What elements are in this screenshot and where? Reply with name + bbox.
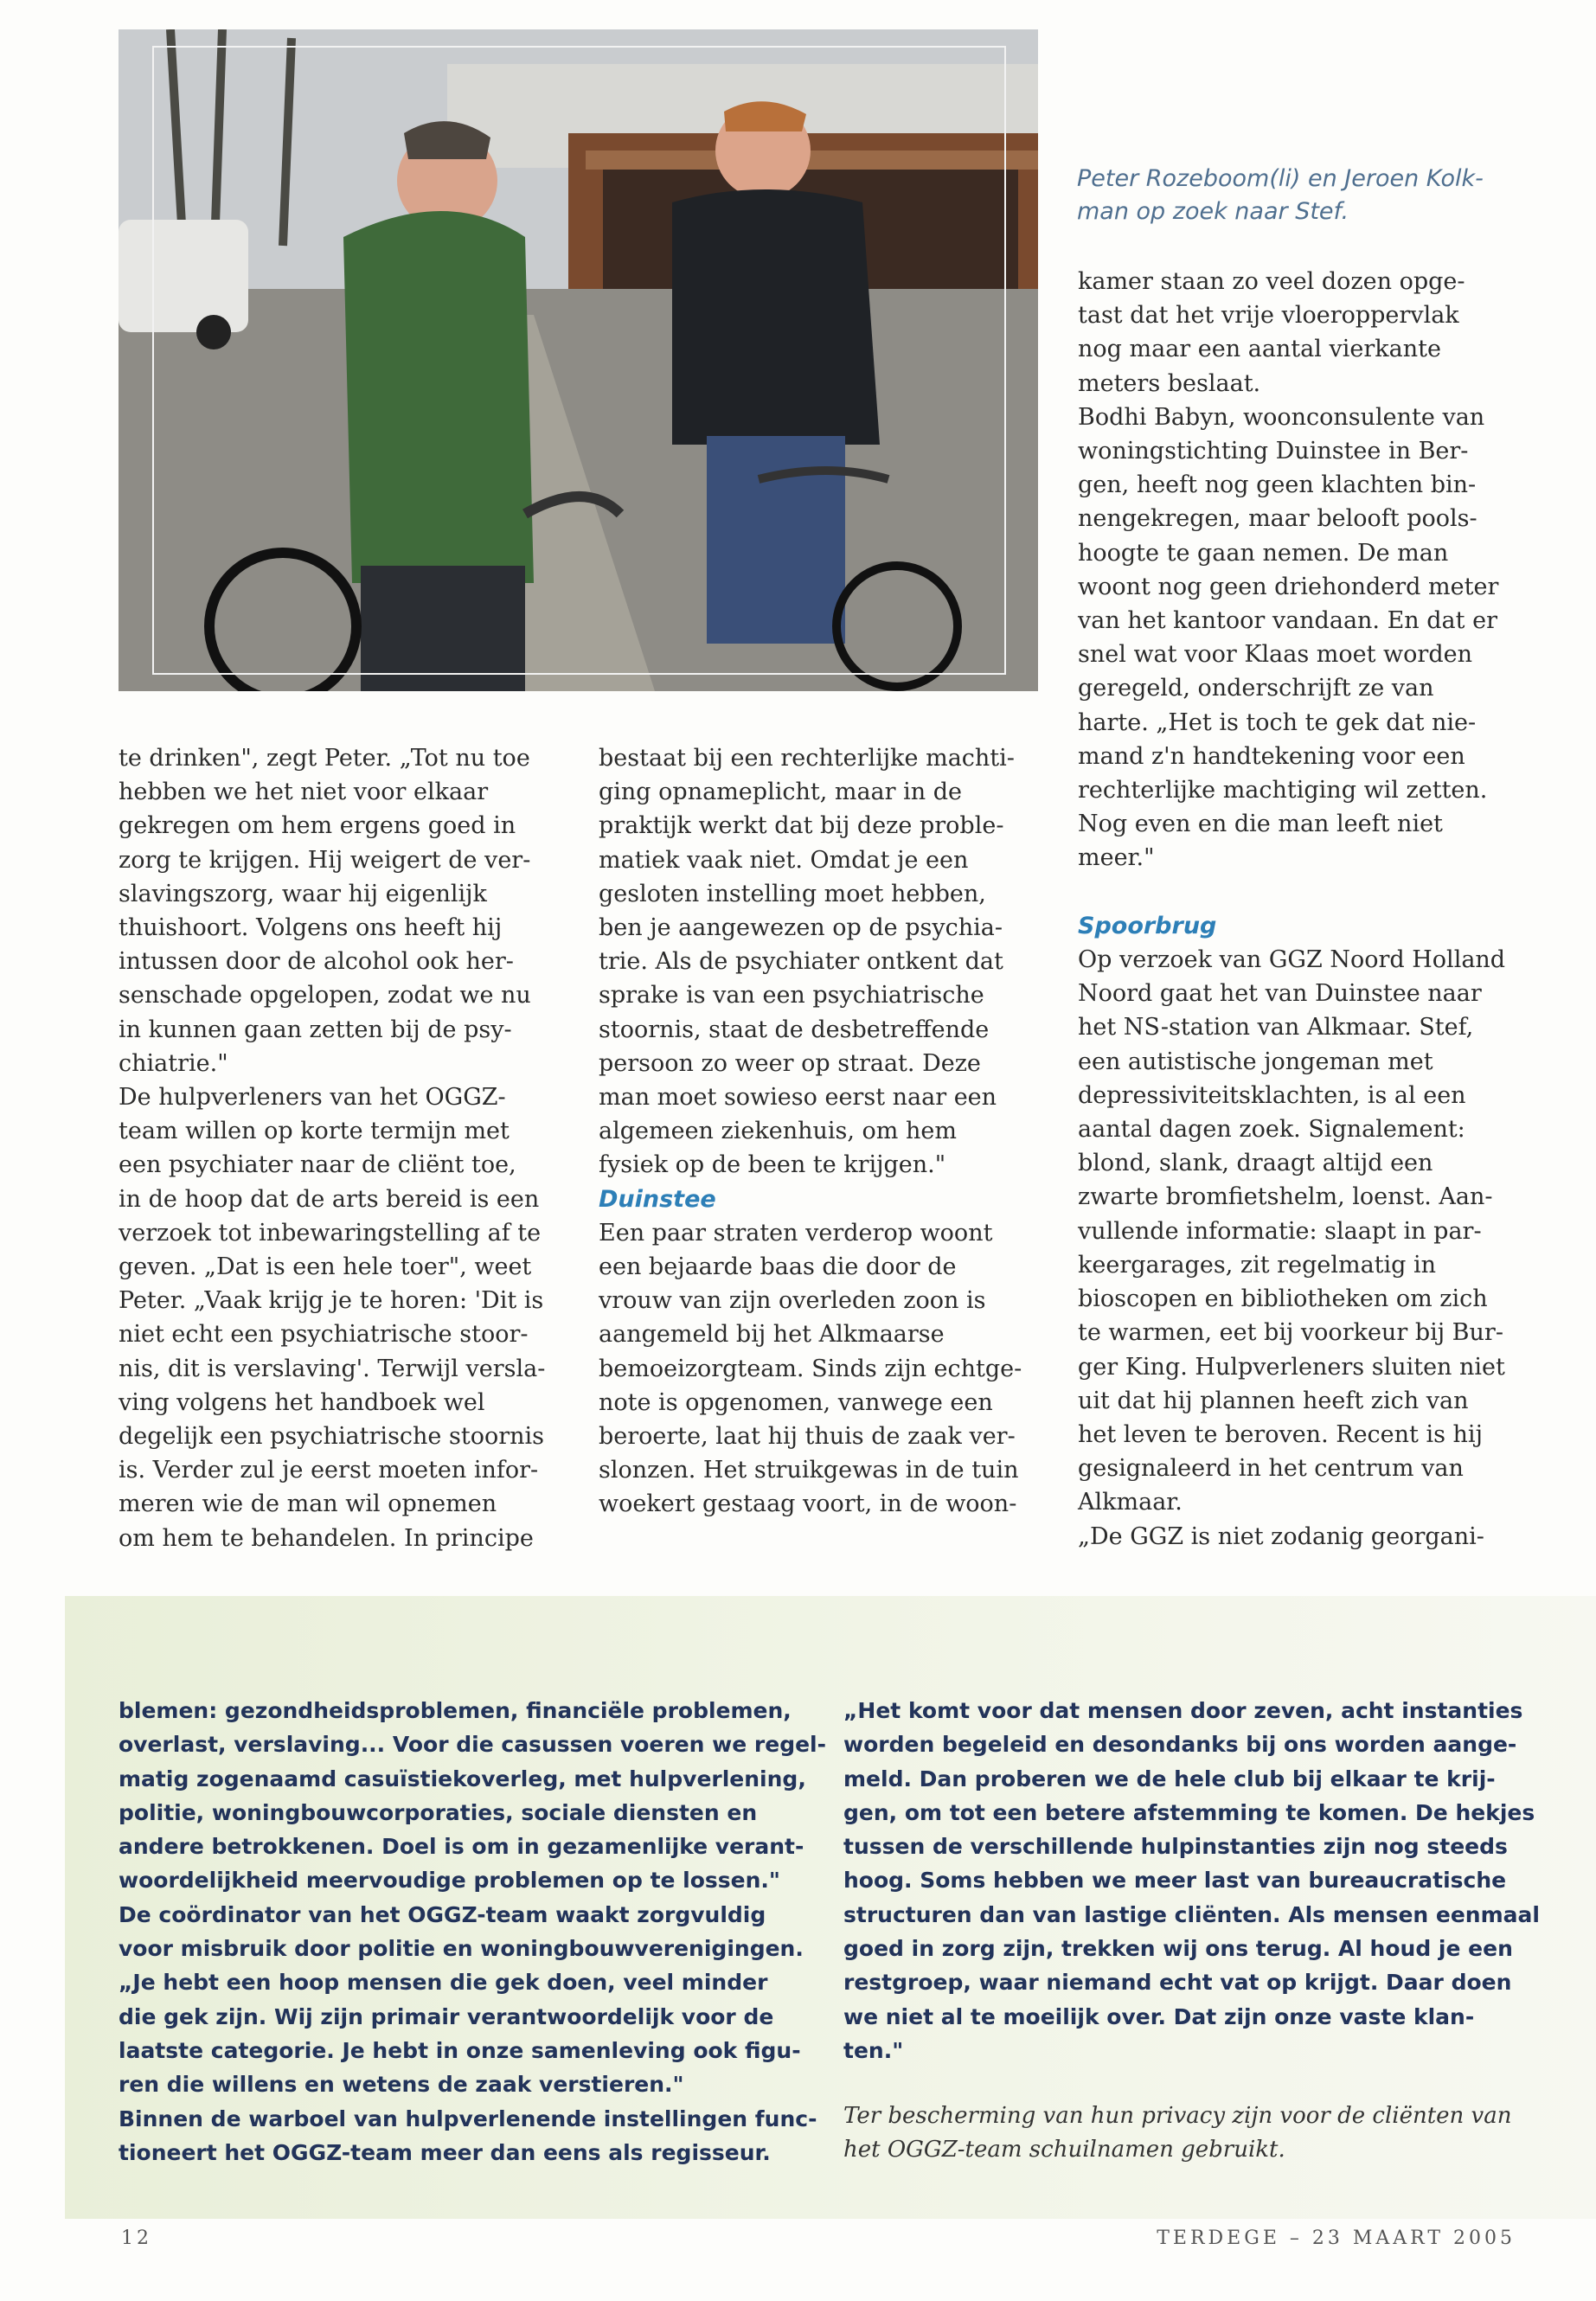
text-line: slonzen. Het struikgewas in de tuin: [599, 1457, 1019, 1484]
section-heading: Spoorbrug: [1078, 912, 1217, 939]
text-line: algemeen ziekenhuis, om hem: [599, 1118, 957, 1145]
text-line: het leven te beroven. Recent is hij: [1078, 1420, 1483, 1448]
text-line: Een paar straten verderop woont: [599, 1219, 993, 1247]
text-line: gekregen om hem ergens goed in: [119, 812, 516, 840]
text-line: gesignaleerd in het centrum van: [1078, 1455, 1464, 1483]
text-line: meer.": [1078, 844, 1155, 872]
text-line: blond, slank, draagt altijd een: [1078, 1150, 1433, 1177]
text-line: degelijk een psychiatrische stoornis: [119, 1423, 544, 1451]
text-line: Alkmaar.: [1078, 1489, 1183, 1516]
article-photo: [119, 29, 1038, 691]
text-line: tast dat het vrije vloeroppervlak: [1078, 302, 1459, 330]
box-line: De coördinator van het OGGZ-team waakt zorgvuldig: [119, 1901, 766, 1927]
text-line: meren wie de man wil opnemen: [119, 1490, 497, 1518]
text-line: Noord gaat het van Duinstee naar: [1078, 980, 1482, 1008]
text-line: intussen door de alcohol ook her-: [119, 948, 514, 976]
text-line: gen, heeft nog geen klachten bin-: [1078, 471, 1477, 499]
text-line: hoogte te gaan nemen. De man: [1078, 539, 1449, 567]
text-line: beroerte, laat hij thuis de zaak ver-: [599, 1423, 1016, 1451]
text-line: note is opgenomen, vanwege een: [599, 1388, 993, 1416]
box-line: structuren dan van lastige cliënten. Als mensen eenmaal: [843, 1901, 1540, 1927]
text-line: rechterlijke machtiging wil zetten.: [1078, 777, 1488, 804]
interview-box-right: [843, 1694, 1540, 2067]
text-line: ving volgens het handboek wel: [119, 1388, 485, 1416]
text-line: „De GGZ is niet zodanig georgani-: [1078, 1522, 1484, 1550]
text-line: nengekregen, maar belooft pools-: [1078, 505, 1477, 533]
section-heading: Duinstee: [599, 1185, 716, 1213]
privacy-line: Ter bescherming van hun privacy zijn voor de cliënten van: [843, 2103, 1512, 2129]
caption-line: man op zoek naar Stef.: [1077, 198, 1349, 225]
text-line: niet echt een psychiatrische stoor-: [119, 1321, 529, 1349]
text-line: uit dat hij plannen heeft zich van: [1078, 1387, 1469, 1414]
text-line: van het kantoor vandaan. En dat er: [1078, 607, 1497, 635]
privacy-line: het OGGZ-team schuilnamen gebruikt.: [843, 2137, 1285, 2163]
box-line: goed in zorg zijn, trekken wij ons terug. Al houd je een: [843, 1936, 1513, 1962]
text-line: ben je aangewezen op de psychia-: [599, 914, 1003, 942]
text-line: een psychiater naar de cliënt toe,: [119, 1151, 516, 1179]
text-line: fysiek op de been te krijgen.": [599, 1151, 946, 1179]
box-line: we niet al te moeilijk over. Dat zijn onze vaste klan-: [843, 2003, 1475, 2029]
text-line: hebben we het niet voor elkaar: [119, 779, 489, 806]
caption-line: Peter Rozeboom(li) en Jeroen Kolk-: [1077, 165, 1484, 192]
text-line: man moet sowieso eerst naar een: [599, 1084, 997, 1112]
text-line: Bodhi Babyn, woonconsulente van: [1078, 403, 1485, 431]
box-line: hoog. Soms hebben we meer last van bureaucratische: [843, 1868, 1507, 1894]
box-line: Binnen de warboel van hulpverlenende instellingen func-: [119, 2106, 817, 2131]
box-line: blemen: gezondheidsproblemen, financiële problemen,: [119, 1698, 792, 1723]
box-line: voor misbruik door politie en woningbouwverenigingen.: [119, 1936, 804, 1962]
text-line: te warmen, eet bij voorkeur bij Bur-: [1078, 1319, 1503, 1347]
text-line: ging opnameplicht, maar in de: [599, 779, 963, 806]
text-line: Peter. „Vaak krijg je te horen: 'Dit is: [119, 1287, 544, 1315]
text-line: in kunnen gaan zetten bij de psy-: [119, 1016, 512, 1043]
text-line: bemoeizorgteam. Sinds zijn echtge-: [599, 1355, 1022, 1382]
text-line: team willen op korte termijn met: [119, 1118, 510, 1145]
text-line: een autistische jongeman met: [1078, 1048, 1433, 1075]
text-line: een bejaarde baas die door de: [599, 1253, 957, 1281]
text-line: mand z'n handtekening voor een: [1078, 742, 1465, 770]
interview-box-left: [119, 1694, 826, 2170]
box-line: ren die willens en wetens de zaak verstieren.": [119, 2072, 684, 2098]
text-line: nis, dit is verslaving'. Terwijl versla-: [119, 1355, 546, 1382]
text-line: thuishoort. Volgens ons heeft hij: [119, 914, 503, 942]
box-line: politie, woningbouwcorporaties, sociale diensten en: [119, 1799, 758, 1825]
box-line: gen, om tot een betere afstemming te komen. De hekjes: [843, 1799, 1535, 1825]
text-line: in de hoop dat de arts bereid is een: [119, 1185, 540, 1213]
text-line: slavingszorg, waar hij eigenlijk: [119, 880, 487, 907]
text-line: woningstichting Duinstee in Ber-: [1078, 438, 1469, 465]
text-line: het NS-station van Alkmaar. Stef,: [1078, 1014, 1474, 1042]
box-line: meld. Dan proberen we de hele club bij elkaar te krij-: [843, 1766, 1496, 1791]
text-line: snel wat voor Klaas moet worden: [1078, 641, 1472, 669]
text-line: [1078, 875, 1505, 909]
article-column-2: [599, 741, 1022, 1522]
text-line: harte. „Het is toch te gek dat nie-: [1078, 708, 1477, 736]
box-line: overlast, verslaving... Voor die casussen voeren we regel-: [119, 1732, 827, 1758]
box-line: tussen de verschillende hulpinstanties zijn nog steeds: [843, 1834, 1508, 1860]
text-line: vrouw van zijn overleden zoon is: [599, 1287, 986, 1315]
text-line: zorg te krijgen. Hij weigert de ver-: [119, 846, 531, 874]
box-line: laatste categorie. Je hebt in onze samenleving ook figu-: [119, 2037, 801, 2063]
text-line: gesloten instelling moet hebben,: [599, 880, 986, 907]
text-line: aangemeld bij het Alkmaarse: [599, 1321, 945, 1349]
box-line: die gek zijn. Wij zijn primair verantwoordelijk voor de: [119, 2003, 774, 2029]
text-line: matiek vaak niet. Omdat je een: [599, 846, 969, 874]
text-line: praktijk werkt dat bij deze proble-: [599, 812, 1004, 840]
box-line: woordelijkheid meervoudige problemen op te lossen.": [119, 1868, 780, 1894]
text-line: chiatrie.": [119, 1049, 228, 1077]
page-number: 12: [121, 2227, 152, 2249]
text-line: De hulpverleners van het OGGZ-: [119, 1084, 506, 1112]
text-line: verzoek tot inbewaringstelling af te: [119, 1219, 542, 1247]
text-line: keergarages, zit regelmatig in: [1078, 1251, 1437, 1279]
photo-caption: [1077, 163, 1527, 228]
privacy-note: [843, 2099, 1511, 2167]
text-line: persoon zo weer op straat. Deze: [599, 1049, 981, 1077]
text-line: ger King. Hulpverleners sluiten niet: [1078, 1353, 1505, 1381]
text-line: is. Verder zul je eerst moeten infor-: [119, 1457, 539, 1484]
text-line: woekert gestaag voort, in de woon-: [599, 1490, 1017, 1518]
article-column-3: [1078, 265, 1505, 1554]
text-line: nog maar een aantal vierkante: [1078, 336, 1441, 363]
text-line: bioscopen en bibliotheken om zich: [1078, 1285, 1488, 1313]
text-line: sprake is van een psychiatrische: [599, 982, 984, 1009]
text-line: om hem te behandelen. In principe: [119, 1524, 534, 1552]
text-line: senschade opgelopen, zodat we nu: [119, 982, 531, 1009]
box-line: worden begeleid en desondanks bij ons worden aange-: [843, 1732, 1517, 1758]
text-line: woont nog geen driehonderd meter: [1078, 573, 1499, 600]
box-line: restgroep, waar niemand echt vat op krijgt. Daar doen: [843, 1970, 1512, 1996]
text-line: geven. „Dat is een hele toer", weet: [119, 1253, 532, 1281]
publication-footer: TERDEGE – 23 MAART 2005: [1157, 2227, 1516, 2249]
box-line: „Het komt voor dat mensen door zeven, acht instanties: [843, 1698, 1523, 1723]
text-line: aantal dagen zoek. Signalement:: [1078, 1116, 1465, 1144]
box-line: „Je hebt een hoop mensen die gek doen, veel minder: [119, 1970, 768, 1996]
text-line: geregeld, onderschrijft ze van: [1078, 675, 1434, 702]
text-line: depressiviteitsklachten, is al een: [1078, 1081, 1466, 1109]
text-line: te drinken", zegt Peter. „Tot nu toe: [119, 745, 530, 772]
box-line: ten.": [843, 2037, 904, 2063]
article-column-1: [119, 741, 545, 1555]
text-line: Op verzoek van GGZ Noord Holland: [1078, 946, 1506, 974]
text-line: meters beslaat.: [1078, 369, 1261, 397]
text-line: stoornis, staat de desbetreffende: [599, 1016, 990, 1043]
text-line: trie. Als de psychiater ontkent dat: [599, 948, 1003, 976]
text-line: zwarte bromfietshelm, loenst. Aan-: [1078, 1183, 1493, 1211]
box-line: matig zogenaamd casuïstiekoverleg, met hulpverlening,: [119, 1766, 806, 1791]
text-line: Nog even en die man leeft niet: [1078, 811, 1443, 838]
text-line: kamer staan zo veel dozen opge-: [1078, 268, 1465, 295]
box-line: andere betrokkenen. Doel is om in gezamenlijke verant-: [119, 1834, 804, 1860]
box-line: tioneert het OGGZ-team meer dan eens als regisseur.: [119, 2139, 771, 2165]
street-photo-icon: [119, 29, 1038, 691]
text-line: bestaat bij een rechterlijke machti-: [599, 745, 1015, 772]
text-line: vullende informatie: slaapt in par-: [1078, 1217, 1482, 1245]
